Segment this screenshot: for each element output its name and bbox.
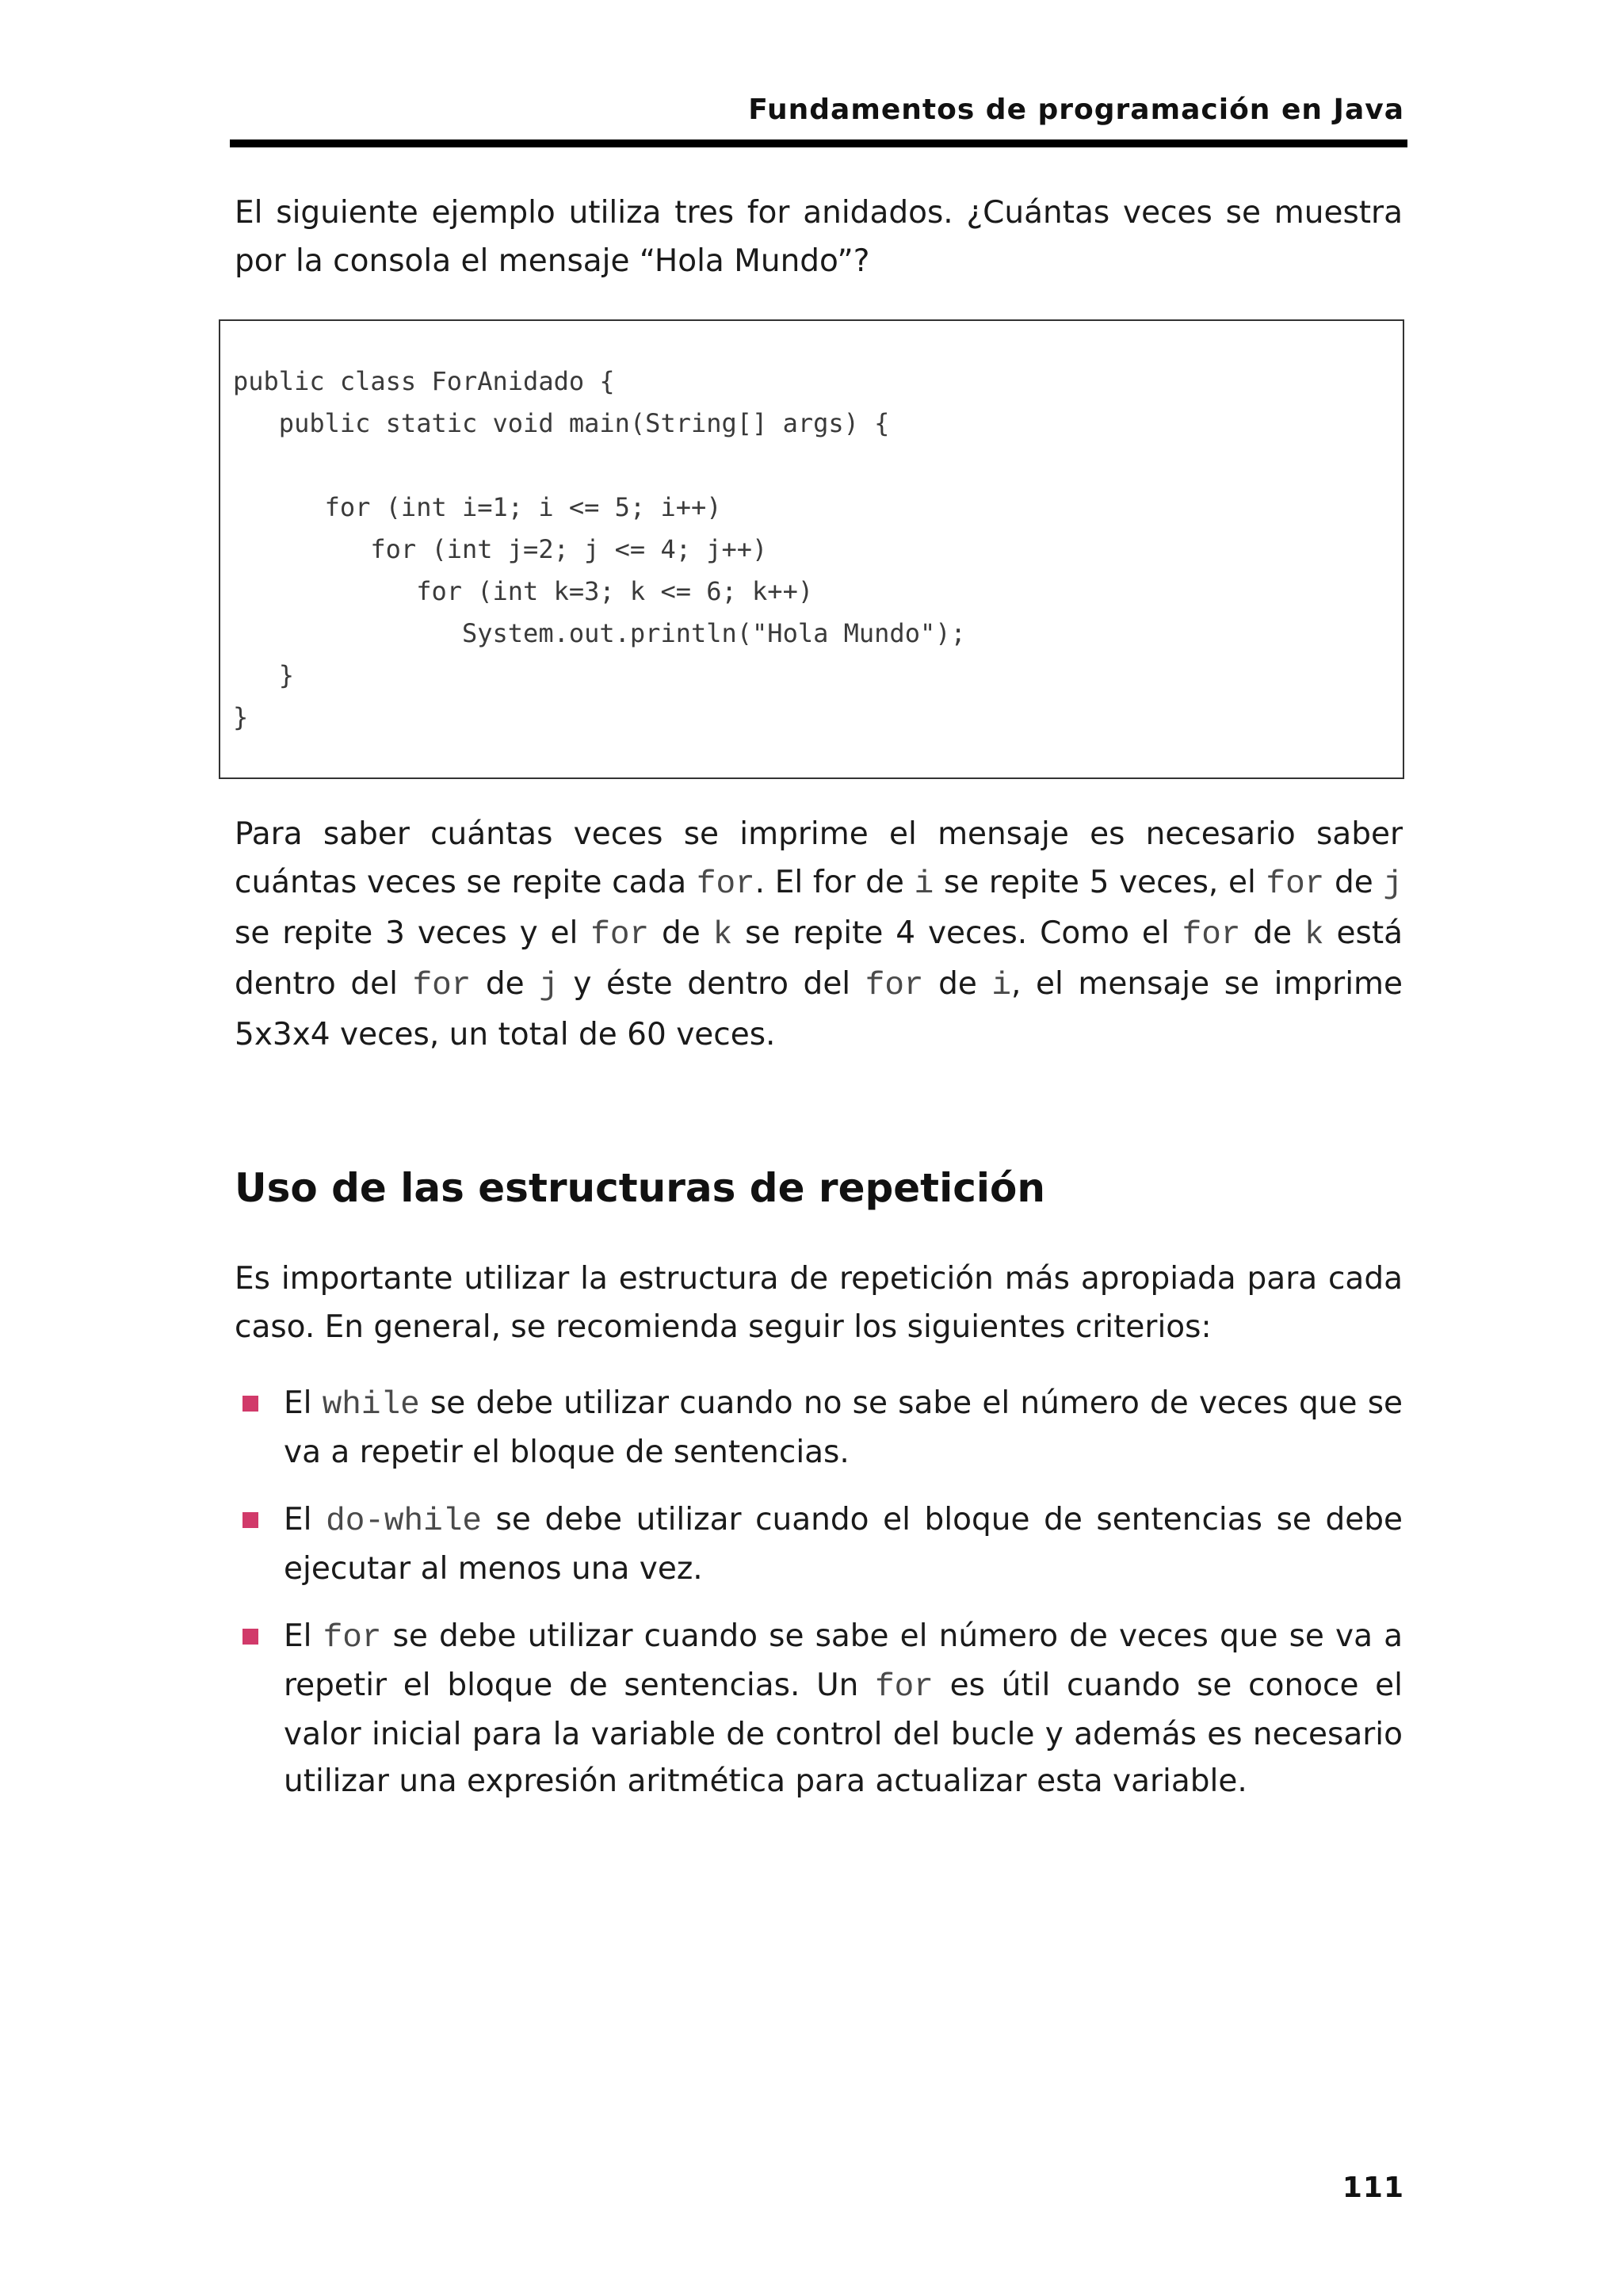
code-line: for (int j=2; j <= 4; j++) — [233, 534, 768, 564]
code-line: System.out.println("Hola Mundo"); — [233, 618, 966, 648]
inline-code: for — [1266, 866, 1325, 903]
explanation-paragraph — [235, 810, 1403, 1059]
inline-code: for — [865, 968, 924, 1004]
text-run: de — [1324, 865, 1384, 900]
inline-code: k — [1304, 917, 1324, 953]
inline-code: for — [323, 1620, 382, 1656]
square-bullet-icon — [242, 1512, 258, 1528]
inline-code: while — [322, 1387, 420, 1423]
inline-code: k — [712, 917, 733, 953]
text-run: y éste dentro del — [558, 966, 865, 1002]
inline-code: i — [914, 866, 934, 903]
header-rule — [230, 139, 1407, 147]
text-run: de — [1240, 915, 1305, 951]
text-run: Para saber cuántas veces se imprime el mensaje es necesario saber cuántas veces se repite cada — [235, 816, 1403, 900]
intro-paragraph: El siguiente ejemplo utiliza tres for anidados. ¿Cuántas veces se muestra por la consola el mensaje “Hola Mundo”? — [235, 195, 1403, 279]
text-run: es útil cuando se conoce el valor inicial para la variable de control del bucle y además es necesario utilizar una expresión aritmética para actualizar esta variable. — [284, 1668, 1403, 1799]
bullet-item-while — [235, 1380, 1403, 1476]
code-line: public class ForAnidado { — [233, 366, 615, 396]
section-heading: Uso de las estructuras de repetición — [235, 1165, 1045, 1211]
bullet-item-do-while — [235, 1496, 1403, 1592]
text-run: se repite 3 veces y el — [235, 915, 591, 951]
text-run: se debe utilizar cuando se sabe el número de veces que se va a repetir el bloque de sentencias. Un — [284, 1618, 1403, 1703]
explanation-block — [235, 810, 1403, 1059]
section-intro-block — [235, 1255, 1403, 1351]
text-run: está dentro del — [235, 915, 1403, 1002]
code-line: for (int i=1; i <= 5; i++) — [233, 492, 722, 522]
text-run: se repite 5 veces, el — [934, 865, 1266, 900]
text-run: se repite 4 veces. Como el — [732, 915, 1182, 951]
bullet-text — [284, 1613, 1403, 1805]
bullet-item-for — [235, 1613, 1403, 1805]
code-line: } — [233, 660, 295, 690]
inline-code: for — [1182, 917, 1241, 953]
running-header: Fundamentos de programación en Java — [748, 94, 1404, 126]
text-run: de — [471, 966, 540, 1002]
inline-code: for — [875, 1669, 934, 1706]
code-line: public static void main(String[] args) { — [233, 408, 890, 438]
inline-code: i — [991, 968, 1012, 1004]
text-run: El — [284, 1618, 323, 1654]
inline-code: j — [1383, 866, 1403, 903]
inline-code: for — [412, 968, 472, 1004]
square-bullet-icon — [242, 1629, 258, 1645]
bullet-text — [284, 1380, 1403, 1476]
text-run: se debe utilizar cuando no se sabe el número de veces que se va a repetir el bloque de sentencias. — [284, 1385, 1403, 1470]
text-run: , el mensaje se imprime 5x3x4 veces, un total de 60 veces. — [235, 966, 1403, 1052]
section-intro-paragraph: Es importante utilizar la estructura de repetición más apropiada para cada caso. En general, se recomienda seguir los siguientes criterios: — [235, 1261, 1403, 1345]
text-run: El — [284, 1385, 323, 1421]
inline-code: for — [696, 866, 755, 903]
inline-code: for — [590, 917, 650, 953]
inline-code: j — [539, 968, 559, 1004]
square-bullet-icon — [242, 1396, 258, 1412]
inline-code: do-while — [326, 1503, 482, 1540]
text-run: El — [284, 1502, 327, 1538]
intro-block — [235, 189, 1403, 285]
text-run: se debe utilizar cuando el bloque de sentencias se debe ejecutar al menos una vez. — [284, 1502, 1403, 1587]
bullet-text — [284, 1496, 1403, 1592]
text-run: . El for de — [754, 865, 915, 900]
code-listing — [219, 319, 1404, 779]
page-number: 111 — [1342, 2172, 1404, 2204]
code-line: for (int k=3; k <= 6; k++) — [233, 576, 814, 606]
text-run: de — [923, 966, 992, 1002]
text-run: de — [649, 915, 713, 951]
code-line: } — [233, 702, 249, 732]
